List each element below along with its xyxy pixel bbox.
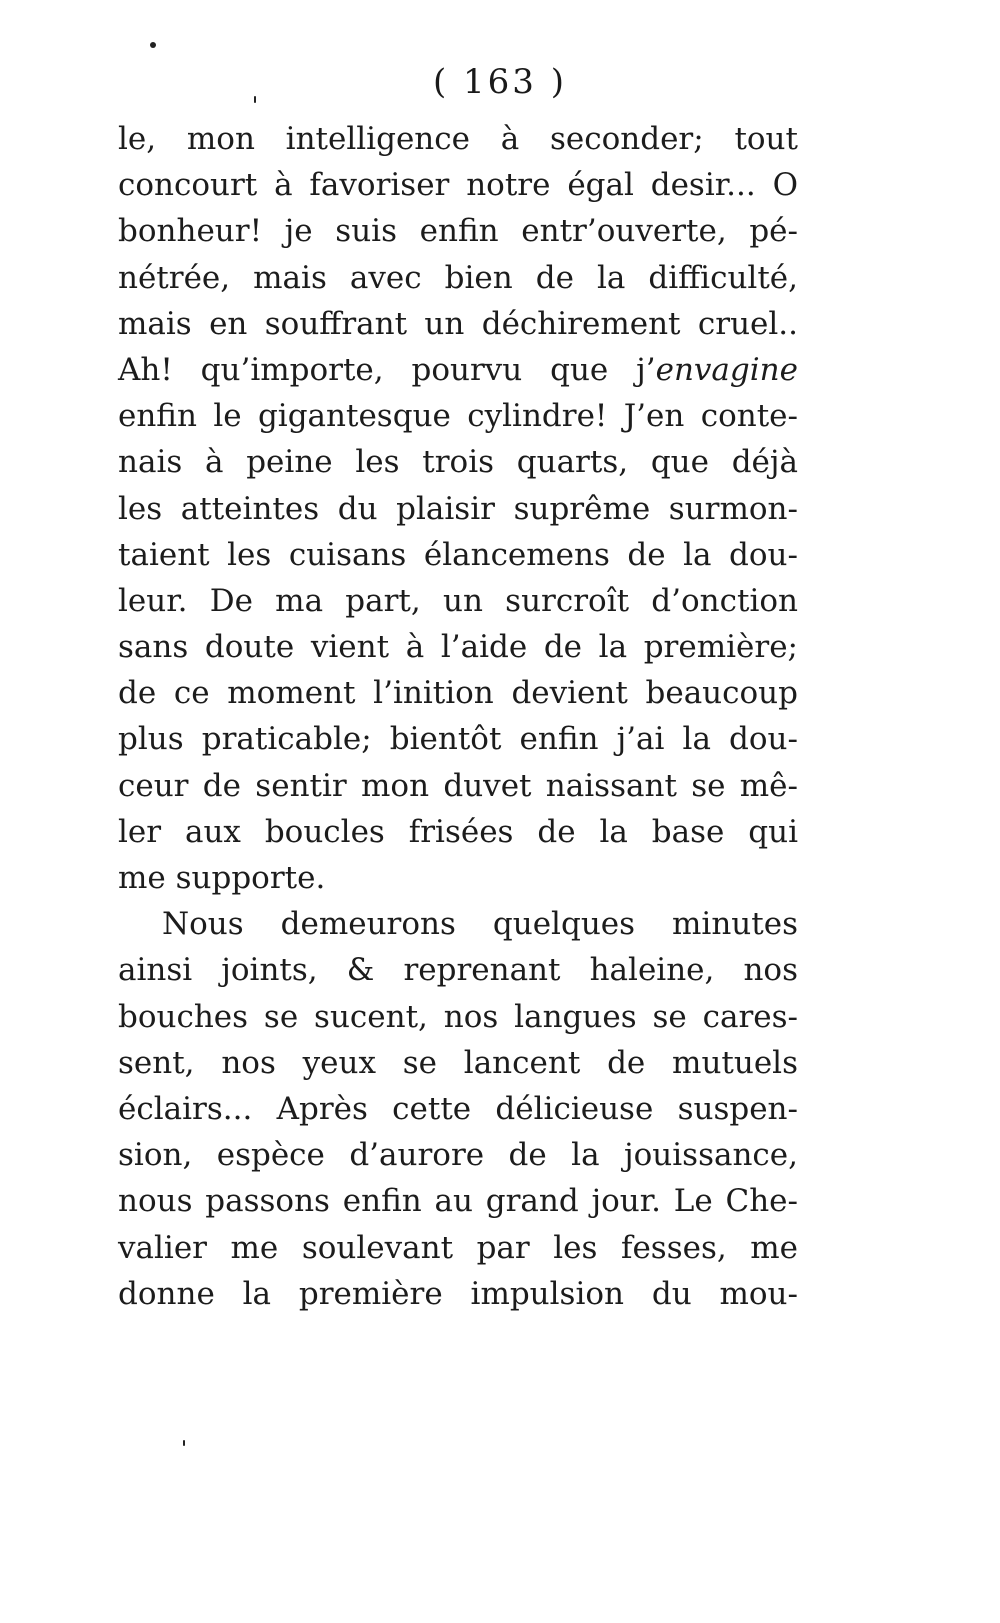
text-line: bonheur! je suis enfin entr’ouverte, pé- [118,213,798,250]
text-line: concourt à favoriser notre égal desir... O [118,167,798,204]
text-line: éclairs... Après cette délicieuse suspen- [118,1090,798,1127]
text-line: les atteintes du plaisir suprême surmon- [118,490,798,527]
paragraph-start-line: Nous demeurons quelques minutes [162,906,798,943]
text-line: sans doute vient à l’aide de la première; [118,629,798,666]
text-line: de ce moment l’inition devient beaucoup [118,675,798,712]
text-line-start: Ah! qu’importe, pourvu que j’ [118,351,656,388]
page-number: ( 163 ) [432,62,568,102]
text-line: enfin le gigantesque cylindre! J’en conte- [118,398,798,435]
text-line: sion, espèce d’aurore de la jouissance, [118,1137,798,1174]
text-line: sent, nos yeux se lancent de mutuels [118,1044,798,1081]
ink-speck [183,1440,185,1446]
text-line: donne la première impulsion du mou- [118,1275,798,1312]
text-line: taient les cuisans élancemens de la dou- [118,536,798,573]
body-text [118,116,798,1317]
text-line: ainsi joints, & reprenant haleine, nos [118,952,798,989]
text-line: mais en souffrant un déchirement cruel.. [118,305,798,342]
italic-word: envagine [655,351,798,388]
text-line: plus praticable; bientôt enfin j’ai la dou- [118,721,798,758]
text-line: nous passons enfin au grand jour. Le Che- [118,1183,798,1220]
ink-speck [150,42,156,48]
text-line: valier me soulevant par les fesses, me [118,1229,798,1266]
text-line: ler aux boucles frisées de la base qui [118,813,798,850]
text-line: le, mon intelligence à seconder; tout [118,121,798,157]
text-line: nétrée, mais avec bien de la difficulté, [118,259,798,296]
text-line [118,347,798,393]
text-line: nais à peine les trois quarts, que déjà [118,444,798,481]
paragraph-end-line: me supporte. [118,860,326,896]
text-line: leur. De ma part, un surcroît d’onction [118,582,798,619]
text-line: bouches se sucent, nos langues se cares- [118,998,798,1035]
text-line: ceur de sentir mon duvet naissant se mê- [118,767,798,804]
